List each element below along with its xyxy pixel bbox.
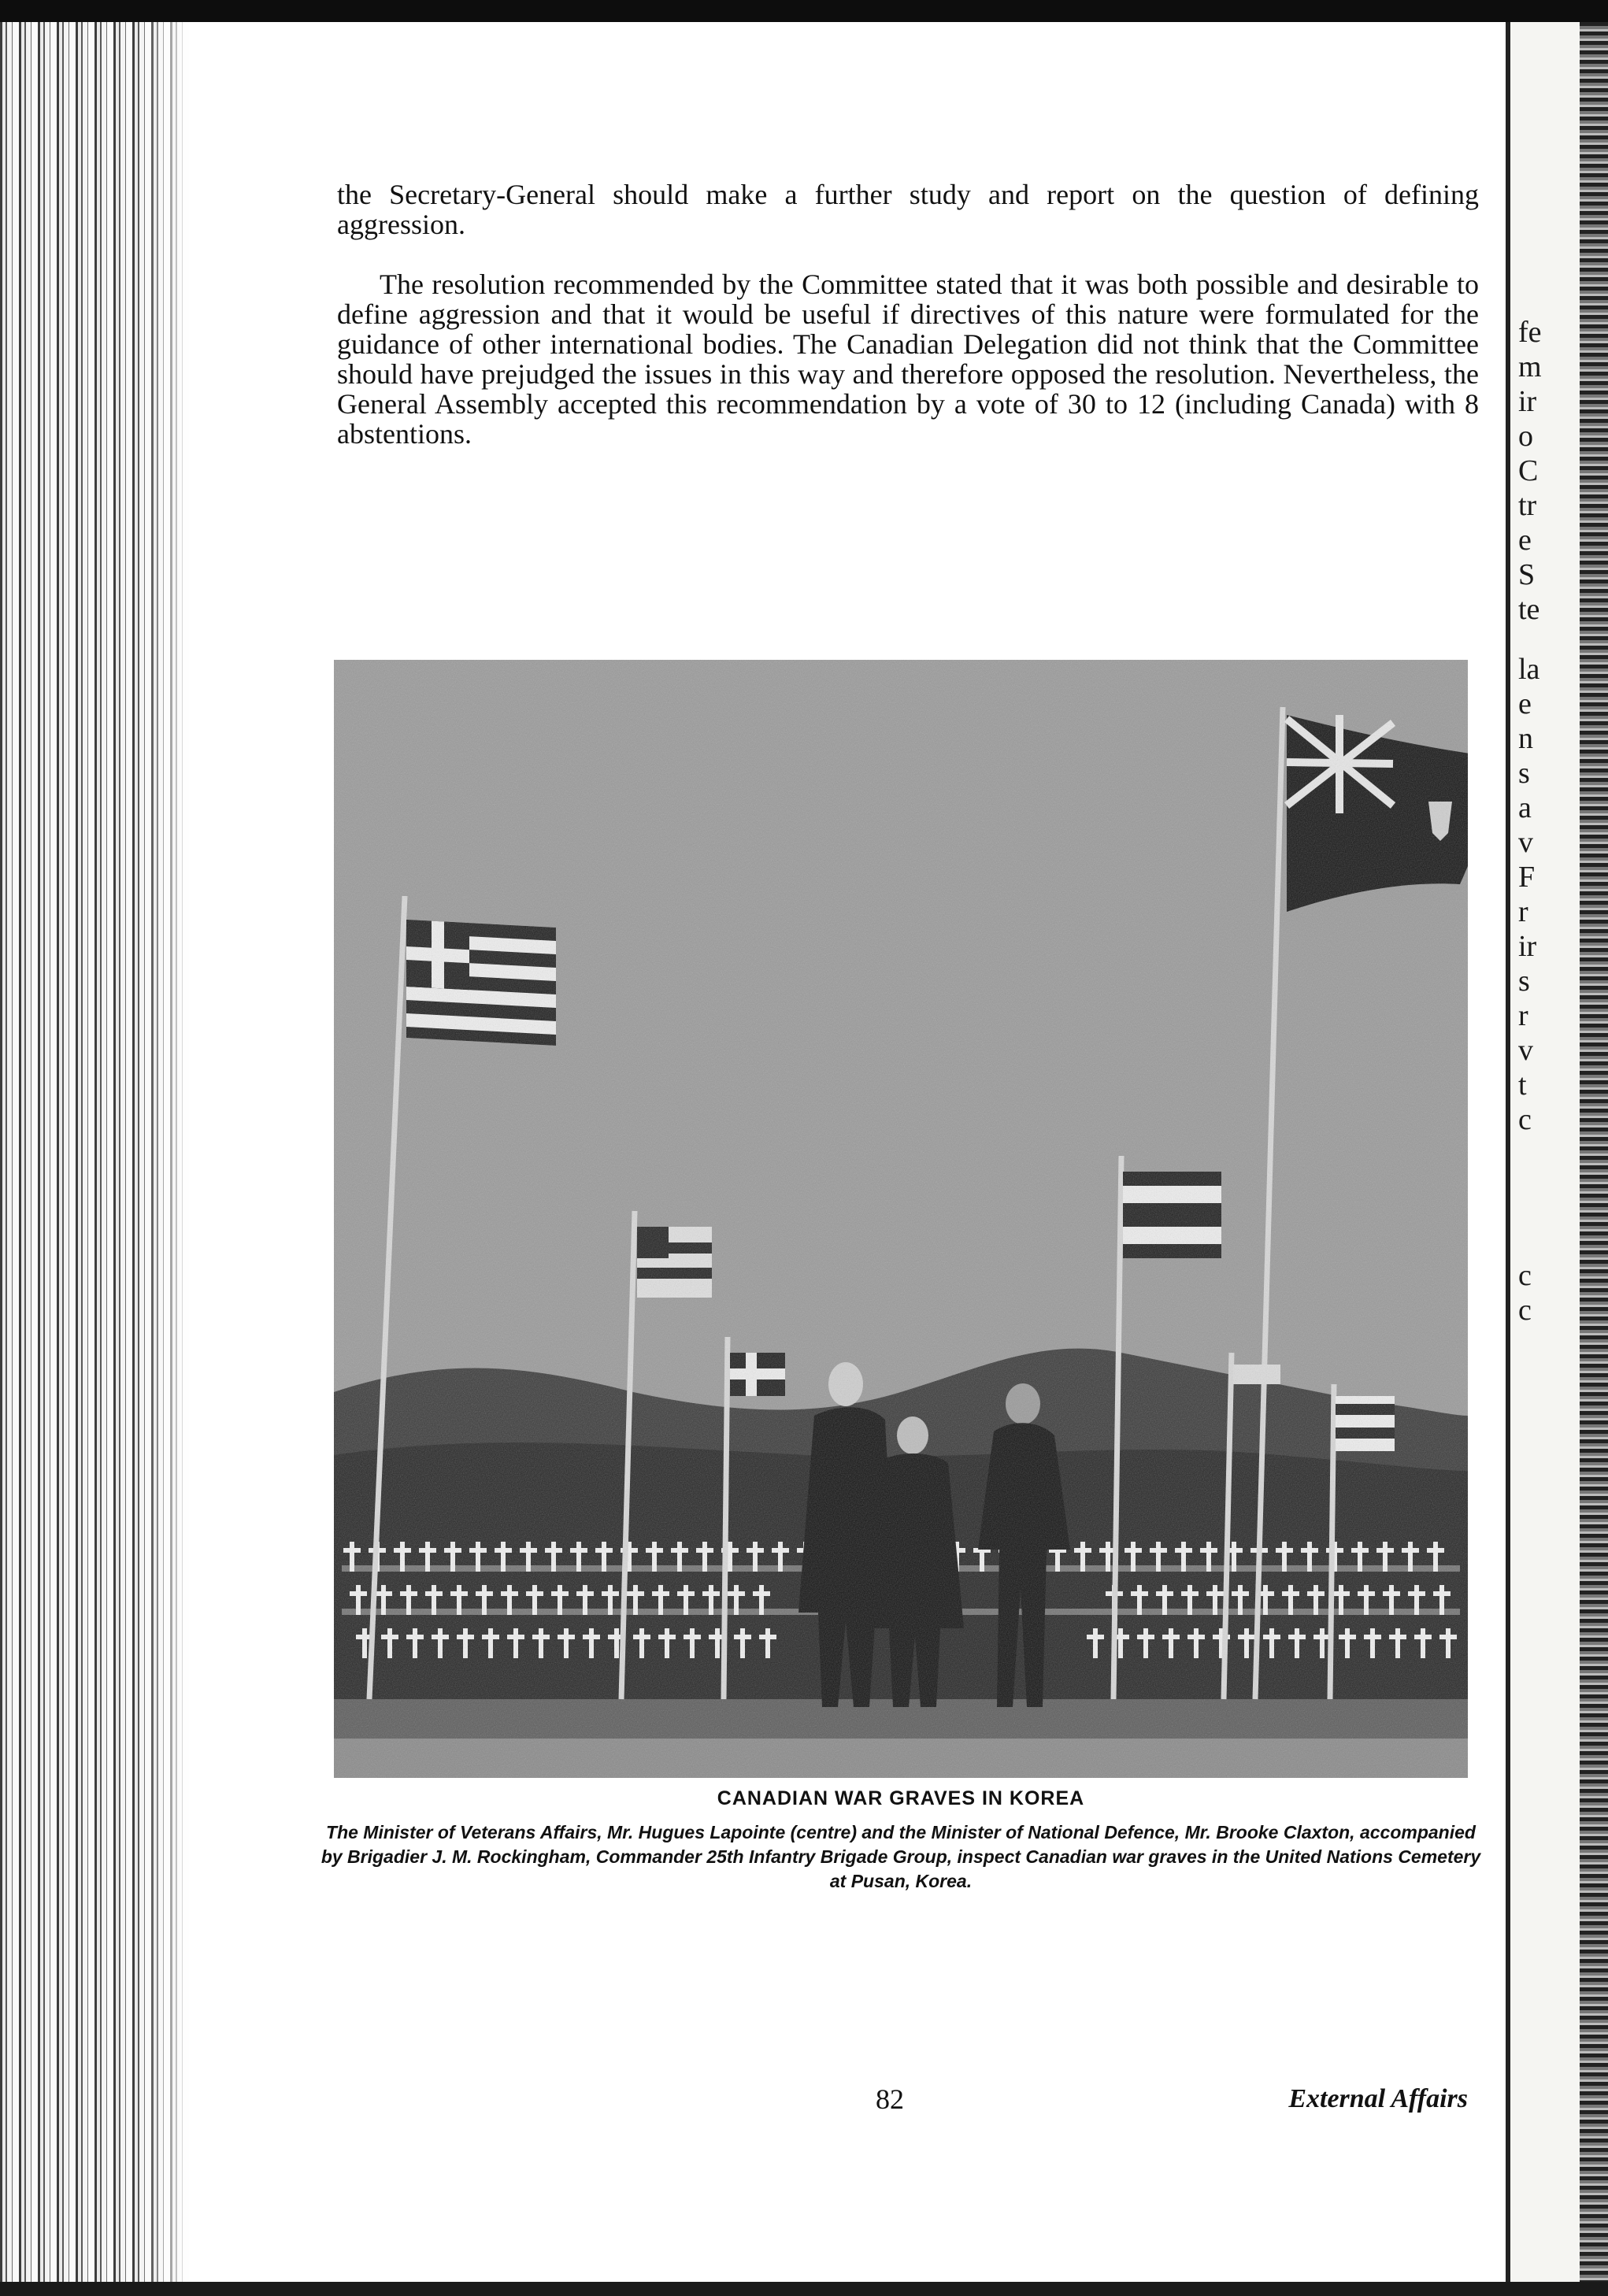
photo-caption-title: CANADIAN WAR GRAVES IN KOREA: [717, 1787, 1085, 1809]
photo-caption-body: The Minister of Veterans Affairs, Mr. Hugues Lapointe (centre) and the Minister of National Defence, Mr. Brooke Claxton, accompanied by Brigadier J. M. Rockingham, Commander 25th Infantry Brigade Group, inspect Canadian war graves in the United Nations Cemetery at Pusan, Korea.: [320, 1822, 1481, 1891]
journal-title: External Affairs: [1288, 2084, 1468, 2113]
facing-page-fragment: tr: [1518, 489, 1537, 522]
facing-page-fragment: v: [1518, 1034, 1533, 1067]
facing-page-fragment: ir: [1518, 930, 1537, 963]
facing-page-fragment: e: [1518, 524, 1532, 557]
facing-page-fragment: v: [1518, 826, 1533, 859]
facing-page-fragment: F: [1518, 861, 1536, 894]
scan-top-border: [0, 0, 1608, 22]
page-stack-edge: [1580, 22, 1608, 2282]
facing-page-fragment: c: [1518, 1259, 1532, 1292]
body-paragraph-1: the Secretary-General should make a further study and report on the question of defining aggression.: [337, 179, 1479, 240]
facing-page-fragment: ir: [1518, 385, 1537, 418]
facing-page-fragment: c: [1518, 1294, 1532, 1327]
facing-page-edge: [1506, 22, 1608, 2282]
page-number: 82: [876, 2083, 904, 2115]
facing-page-fragment: r: [1518, 999, 1528, 1032]
facing-page-fragment: a: [1518, 791, 1532, 824]
facing-page-fragment: te: [1518, 593, 1540, 626]
facing-page-fragment: S: [1518, 558, 1536, 591]
facing-page-fragment: s: [1518, 965, 1530, 998]
facing-page-fragment: s: [1518, 757, 1530, 790]
body-paragraph-2: The resolution recommended by the Committee stated that it was both possible and desirable to define aggression and that it would be useful if directives of this nature were formulated for the guidance of other international bodies. The Canadian Delegation did not think that the Committee should have prejudged the issues in this way and therefore opposed the resolution. Nevertheless, the General Assembly accepted this recommendation by a vote of 30 to 12 (including Canada) with 8 abstentions.: [337, 268, 1479, 450]
facing-page-fragment: e: [1518, 687, 1532, 720]
facing-page-fragment: n: [1518, 722, 1533, 755]
war-graves-photograph: [334, 660, 1468, 1778]
facing-page-fragment: fe: [1518, 316, 1542, 349]
facing-page-fragment: C: [1518, 454, 1539, 487]
photograph-illustration: [334, 660, 1468, 1778]
facing-page-fragment: t: [1518, 1068, 1527, 1102]
facing-page-fragment: r: [1518, 895, 1528, 928]
gutter-shadow: [142, 22, 197, 2282]
facing-page-fragment: m: [1518, 350, 1542, 383]
facing-page-fragment: c: [1518, 1103, 1532, 1136]
facing-page-fragment: o: [1518, 420, 1533, 453]
facing-page-fragment: la: [1518, 653, 1540, 686]
scan-bottom-border: [0, 2282, 1608, 2296]
